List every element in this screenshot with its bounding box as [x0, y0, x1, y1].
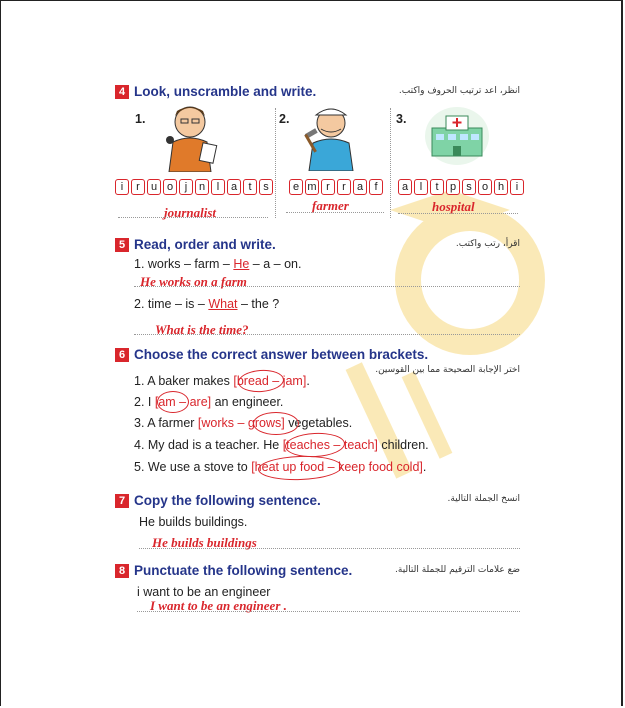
section-number: 8: [115, 564, 129, 578]
item-text: – the ?: [237, 297, 280, 311]
letter-tile: r: [337, 179, 351, 195]
answer-circle: [157, 391, 189, 413]
section-4-heading: [115, 83, 316, 101]
copy-sentence: He builds buildings.: [139, 515, 248, 529]
answer-farmer: farmer: [312, 198, 349, 213]
answer-line: [134, 286, 520, 287]
answer-journalist: journalist: [164, 205, 217, 220]
letter-tile: a: [227, 179, 241, 195]
bracket-choices: [am – are]: [154, 395, 212, 409]
column-divider: [390, 108, 391, 218]
letter-tile: j: [179, 179, 193, 195]
order-item-1: [134, 257, 301, 271]
letter-tile: a: [353, 179, 367, 195]
bracket-choices: [teaches – teach]: [282, 438, 378, 452]
item-text: 3. A farmer: [134, 416, 198, 430]
section-6-arabic: اختر الإجابة الصحيحة مما بين القوسين.: [375, 365, 520, 375]
letter-tile: r: [131, 179, 145, 195]
section-title: Read, order and write.: [134, 237, 276, 252]
letter-tile: t: [430, 179, 444, 195]
letter-tile: f: [369, 179, 383, 195]
section-title: Copy the following sentence.: [134, 493, 321, 508]
bracket-choices: [bread – jam]: [233, 374, 307, 388]
letter-tile: o: [478, 179, 492, 195]
letter-tile: a: [398, 179, 412, 195]
answer-hospital: hospital: [432, 199, 475, 214]
answer-circle: [253, 412, 299, 435]
letter-tile: s: [259, 179, 273, 195]
letter-tile: i: [510, 179, 524, 195]
item-text: 2. time – is –: [134, 297, 209, 311]
answer-copy: He builds buildings: [152, 535, 257, 550]
hospital-icon: [424, 106, 490, 166]
letter-tile: l: [414, 179, 428, 195]
answer-line: [137, 611, 520, 612]
section-title: Choose the correct answer between brackets.: [134, 347, 429, 362]
letter-tile: h: [494, 179, 508, 195]
highlighted-word: He: [233, 257, 250, 271]
section-6-heading: [115, 346, 428, 364]
answer-line: [118, 217, 268, 218]
item-text: vegetables.: [284, 416, 353, 430]
column-divider: [275, 108, 276, 218]
item-text: 1. works – farm –: [134, 257, 234, 271]
journalist-icon: [157, 100, 223, 172]
letter-tile: n: [195, 179, 209, 195]
item-text: 5. We use a stove to: [134, 460, 252, 474]
letter-tile: e: [289, 179, 303, 195]
section-8-arabic: ضع علامات الترقيم للجملة التالية.: [395, 565, 520, 575]
item-text: .: [306, 374, 310, 388]
item-text: children.: [377, 438, 429, 452]
section-number: 4: [115, 85, 129, 99]
answer-line: [286, 212, 384, 213]
order-item-2: [134, 297, 279, 311]
column-1-number: 1.: [135, 112, 146, 126]
section-number: 7: [115, 494, 129, 508]
bracket-choices: [heat up food – keep food cold]: [251, 460, 423, 474]
section-4-arabic: انظر، اعد ترتيب الحروف واكتب.: [398, 86, 520, 96]
letter-tile: i: [115, 179, 129, 195]
letter-tile: s: [462, 179, 476, 195]
farmer-icon: [299, 101, 363, 171]
section-7-heading: [115, 492, 321, 510]
letter-tile: l: [211, 179, 225, 195]
section-8-heading: [115, 562, 352, 580]
punctuate-sentence: i want to be an engineer: [137, 585, 271, 599]
answer-punctuate: I want to be an engineer .: [150, 598, 287, 613]
answer-line: [134, 334, 520, 335]
letter-tile: t: [243, 179, 257, 195]
letter-tile: r: [321, 179, 335, 195]
section-title: Punctuate the following sentence.: [134, 563, 353, 578]
bracket-choices: [works – grows]: [197, 416, 285, 430]
answer-order-2: What is the time?: [155, 322, 249, 337]
section-5-arabic: اقرأ، رتب واكتب.: [455, 239, 520, 249]
item-text: 4. My dad is a teacher. He: [134, 438, 283, 452]
section-5-heading: [115, 236, 276, 254]
section-7-arabic: انسخ الجملة التالية.: [447, 494, 520, 504]
letter-tiles-3: [398, 179, 524, 195]
item-text: – a – on.: [249, 257, 302, 271]
item-text: an engineer.: [211, 395, 284, 409]
letter-tiles-2: [289, 179, 383, 195]
item-text: 2. I: [134, 395, 155, 409]
letter-tiles-1: [115, 179, 273, 195]
answer-line: [139, 548, 520, 549]
section-title: Look, unscramble and write.: [134, 84, 317, 99]
choice-item-4: [134, 438, 429, 452]
item-text: 1. A baker makes: [134, 374, 234, 388]
section-number: 6: [115, 348, 129, 362]
letter-tile: m: [305, 179, 319, 195]
column-2-number: 2.: [279, 112, 290, 126]
choice-item-3: [134, 416, 352, 430]
item-text: .: [422, 460, 427, 474]
letter-tile: u: [147, 179, 161, 195]
answer-order-1: He works on a farm: [140, 274, 247, 289]
section-number: 5: [115, 238, 129, 252]
column-3-number: 3.: [396, 112, 407, 126]
letter-tile: o: [163, 179, 177, 195]
answer-line: [398, 213, 518, 214]
letter-tile: p: [446, 179, 460, 195]
highlighted-word: What: [208, 297, 238, 311]
